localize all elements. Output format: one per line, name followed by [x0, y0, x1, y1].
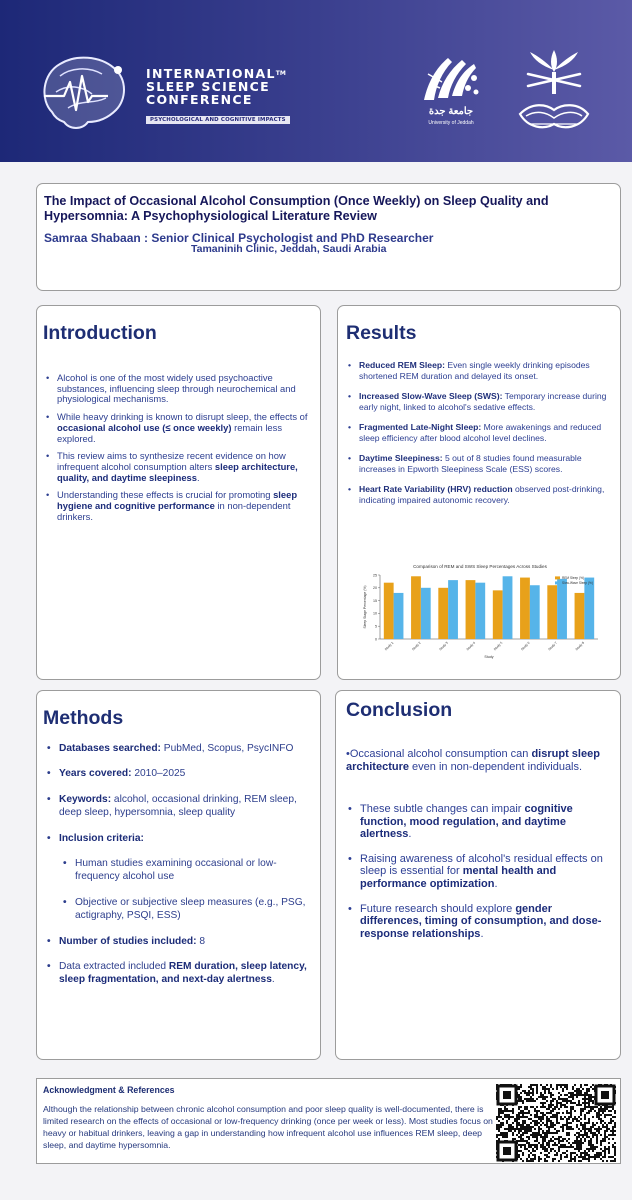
- bar-rem: [411, 576, 421, 639]
- x-axis-label: Study: [484, 655, 494, 659]
- list-item: • Alcohol is one of the most widely used psychoactive substances, influencing sleep through neurochemical and physiological mechanisms.: [44, 373, 312, 405]
- results-list: [347, 360, 615, 515]
- bar-rem: [466, 580, 476, 639]
- list-item: • Keywords: alcohol, occasional drinking, REM sleep, deep sleep, hypersomnia, sleep quality: [45, 793, 315, 820]
- list-item: • This review aims to synthesize recent evidence on how infrequent alcohol consumption alters sleep architecture, quality, and daytime sleepiness.: [44, 451, 312, 483]
- sub-list-item: • Objective or subjective sleep measures (e.g., PSG, actigraphy, PSQI, ESS): [61, 896, 315, 923]
- bar-sws: [503, 576, 513, 639]
- bar-rem: [575, 593, 585, 639]
- list-item: • Databases searched: PubMed, Scopus, PsycINFO: [45, 742, 315, 755]
- saudi-emblem-icon: [512, 44, 596, 140]
- acknowledgment-heading: Acknowledgment & References: [43, 1085, 175, 1095]
- legend-swatch: [555, 581, 560, 584]
- introduction-heading: Introduction: [43, 322, 157, 344]
- bar-sws: [394, 593, 404, 639]
- results-card: [337, 305, 621, 680]
- conference-tagline: PSYCHOLOGICAL AND COGNITIVE IMPACTS: [146, 116, 290, 124]
- qr-code-icon[interactable]: [496, 1084, 616, 1162]
- y-tick-label: 5: [375, 624, 377, 629]
- list-item: • Daytime Sleepiness: 5 out of 8 studies found measurable increases in Epworth Sleepiness Scale (ESS) scores.: [347, 453, 615, 475]
- affiliation-line: Tamaninih Clinic, Jeddah, Saudi Arabia: [191, 243, 387, 255]
- x-tick-label: Study 1: [383, 640, 395, 652]
- list-item: • Reduced REM Sleep: Even single weekly drinking episodes shortened REM duration and delayed its onset.: [347, 360, 615, 382]
- conclusion-card: [335, 690, 621, 1060]
- brain-logo-icon: [38, 52, 134, 132]
- x-tick-label: Study 2: [411, 640, 422, 652]
- chart-title: Comparison of REM and SWS Sleep Percentages Across Studies: [413, 564, 547, 569]
- legend-label: REM Sleep (%): [562, 576, 584, 580]
- university-name-english: University of Jeddah: [428, 120, 474, 126]
- bar-sws: [421, 588, 431, 639]
- bar-rem: [493, 590, 503, 639]
- acknowledgment-text: Although the relationship between chronic alcohol consumption and poor sleep quality is well-documented, there is limited research on the effects of occasional or low-frequency drinking (once per week or less). Most studies focus on heavy or habitual drinkers, leaving a gap in understanding how infrequent alcohol use influences REM sleep, deep sleep, and daytime hypersomnia.: [43, 1104, 493, 1150]
- y-tick-label: 25: [373, 573, 377, 578]
- bar-sws: [475, 583, 485, 639]
- list-item: • While heavy drinking is known to disrupt sleep, the effects of occasional alcohol use (≤ once weekly) remain less explored.: [44, 412, 312, 444]
- x-tick-label: Study 4: [465, 640, 477, 652]
- sub-list-item: • Human studies examining occasional or low-frequency alcohol use: [61, 857, 315, 884]
- legend-label: Slow-Wave Sleep (%): [562, 581, 593, 585]
- bar-rem: [547, 585, 557, 639]
- x-tick-label: Study 5: [492, 640, 504, 652]
- list-item: • These subtle changes can impair cognitive function, mood regulation, and daytime alertness.: [346, 803, 614, 841]
- rem-sws-bar-chart: [352, 561, 608, 661]
- y-tick-label: 10: [373, 611, 377, 616]
- paper-title: The Impact of Occasional Alcohol Consumption (Once Weekly) on Sleep Quality and Hypersomnia: A Psychophysiological Literature Review: [44, 194, 549, 223]
- methods-list: [45, 742, 315, 999]
- bar-sws: [557, 579, 567, 639]
- author-line: Samraa Shabaan : Senior Clinical Psychologist and PhD Researcher: [44, 231, 434, 245]
- bar-sws: [584, 578, 594, 639]
- bar-rem: [520, 578, 530, 639]
- list-item: • Inclusion criteria:: [45, 832, 315, 845]
- bar-sws: [530, 585, 540, 639]
- conclusion-lead: •Occasional alcohol consumption can disrupt sleep architecture even in non-dependent individuals.: [346, 748, 600, 773]
- results-heading: Results: [346, 322, 417, 344]
- conference-name: INTERNATIONAL™ SLEEP SCIENCE CONFERENCE PSYCHOLOGICAL AND COGNITIVE IMPACTS: [146, 67, 290, 125]
- methods-card: [36, 690, 321, 1060]
- bar-rem: [384, 583, 394, 639]
- x-tick-label: Study 6: [520, 640, 531, 652]
- y-tick-label: 20: [373, 586, 377, 591]
- list-item: • Fragmented Late-Night Sleep: More awakenings and reduced sleep efficiency after blood alcohol level declines.: [347, 422, 615, 444]
- x-tick-label: Study 8: [574, 640, 586, 652]
- list-item: • Years covered: 2010–2025: [45, 767, 315, 780]
- legend-swatch: [555, 576, 560, 579]
- bar-sws: [448, 580, 458, 639]
- bar-rem: [438, 588, 448, 639]
- university-name-arabic: جامعة جدة: [428, 106, 474, 117]
- title-card: [36, 183, 621, 291]
- list-item: • Understanding these effects is crucial for promoting sleep hygiene and cognitive performance in non-dependent drinkers.: [44, 490, 312, 522]
- conference-header: [0, 0, 632, 162]
- y-tick-label: 15: [373, 598, 377, 603]
- conclusion-heading: Conclusion: [346, 699, 453, 721]
- list-item: • Number of studies included: 8: [45, 935, 315, 948]
- y-axis-label: Sleep Stage Percentage (%): [363, 585, 367, 629]
- conclusion-list: [346, 803, 614, 952]
- methods-heading: Methods: [43, 707, 124, 729]
- list-item: • Future research should explore gender differences, timing of consumption, and dose-response relationships.: [346, 903, 614, 941]
- list-item: • Increased Slow-Wave Sleep (SWS): Temporary increase during early night, linked to alcohol's sedative effects.: [347, 391, 615, 413]
- introduction-list: [44, 373, 312, 529]
- x-tick-label: Study 7: [547, 640, 558, 652]
- list-item: • Raising awareness of alcohol's residual effects on sleep is essential for mental health and performance optimization.: [346, 853, 614, 891]
- y-tick-label: 0: [375, 637, 377, 642]
- list-item: • Data extracted included REM duration, sleep latency, sleep fragmentation, and next-day alertness.: [45, 960, 315, 987]
- list-item: • Heart Rate Variability (HRV) reduction observed post-drinking, indicating impaired autonomic recovery.: [347, 484, 615, 506]
- x-tick-label: Study 3: [438, 640, 449, 652]
- introduction-card: [36, 305, 321, 680]
- trademark-mark: TM: [275, 70, 286, 77]
